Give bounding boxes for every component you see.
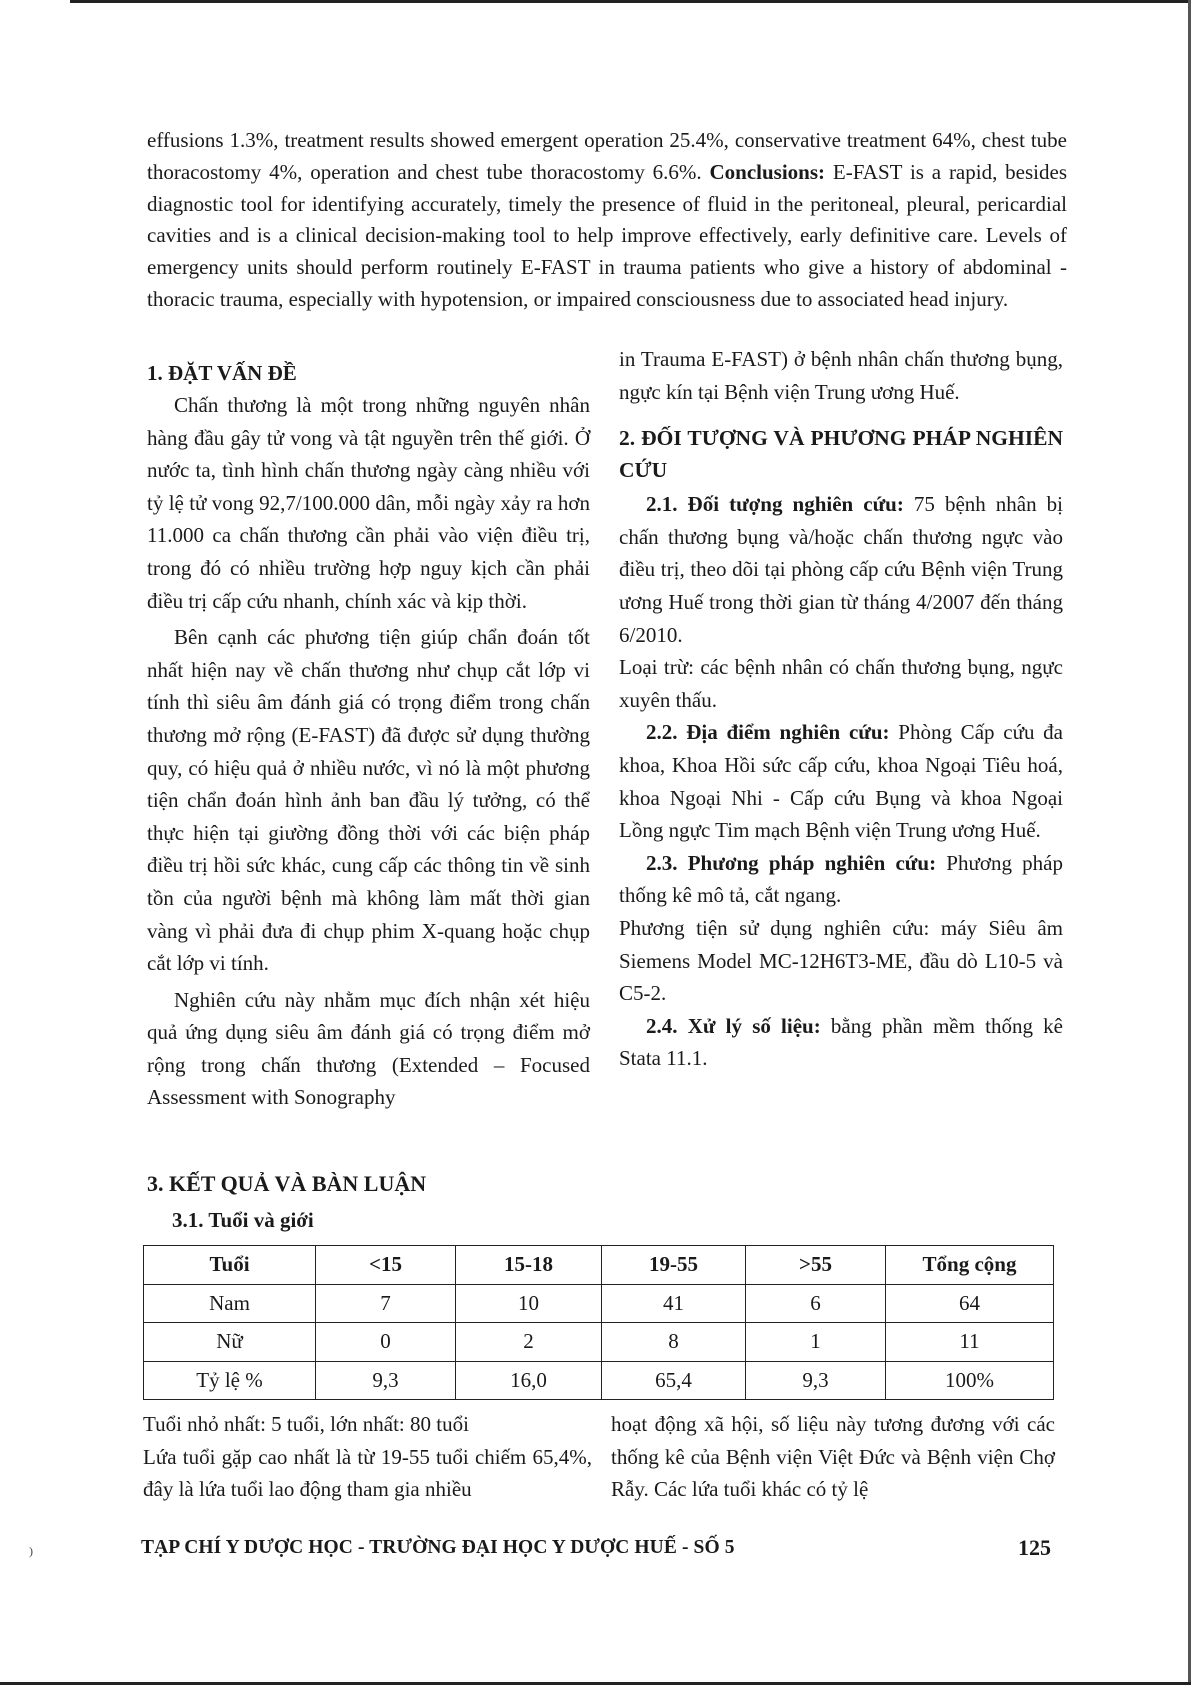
table-row [144,1323,1054,1362]
left-column [147,357,590,1114]
conclusions-label: Conclusions: [709,159,826,184]
section-2-3-text: Phương pháp thống kê mô tả, cắt ngang. [619,850,1063,908]
section-1-paragraph-2: Bên cạnh các phương tiện giúp chẩn đoán tốt nhất hiện nay về chấn thương như chụp cắt lớp vi tính thì siêu âm đánh giá có trọng điểm trong chấn thương mở rộng (E-FAST) đã được sử dụng thường quy, có hiệu quả ở nhiều nước, vì nó là một phương tiện chẩn đoán hình ảnh ban đầu lý tưởng, có thể thực hiện tại giường đồng thời với các biện pháp điều trị hồi sức khác, cung cấp các thông tin về sinh tồn của người bệnh mà không làm mất thời gian vàng vì phải đưa đi chụp phim X-quang hoặc chụp cắt lớp vi tính. [147,625,590,976]
table-cell: 9,3 [746,1361,886,1400]
exclusion-criteria: Loại trừ: các bệnh nhân có chấn thương bụng, ngực xuyên thấu. [619,655,1063,712]
abstract-paragraph [147,125,1067,316]
section-1-paragraph-1: Chấn thương là một trong những nguyên nhân hàng đầu gây tử vong và tật nguyền trên thế giới. Ở nước ta, tình hình chấn thương ngày càng nhiều với tỷ lệ tử vong 92,7/100.000 dân, mỗi ngày xảy ra hơn 11.000 ca chấn thương cần phải vào viện điều trị, trong đó có nhiều trường hợp nguy kịch cần phải điều trị cấp cứu nhanh, chính xác và kịp thời. [147,393,590,613]
section-1-paragraph-3-continued: in Trauma E-FAST) ở bệnh nhân chấn thương bụng, ngực kín tại Bệnh viện Trung ương Huế. [619,347,1063,404]
section-1-heading: 1. ĐẶT VẤN ĐỀ [147,361,297,385]
table-cell: 64 [886,1284,1054,1323]
table-cell: 100% [886,1361,1054,1400]
section-3-heading: 3. KẾT QUẢ VÀ BÀN LUẬN [147,1171,427,1196]
section-1-paragraph-3: Nghiên cứu này nhằm mục đích nhận xét hiệu quả ứng dụng siêu âm đánh giá có trọng điểm mở rộng trong chấn thương (Extended – Focused Assessment with Sonography [147,987,590,1110]
table-cell: 41 [602,1284,746,1323]
equipment-text: Phương tiện sử dụng nghiên cứu: máy Siêu âm Siemens Model MC-12H6T3-ME, đầu dò L10-5 và C5-2. [619,915,1063,1006]
results-right-text: hoạt động xã hội, số liệu này tương đương với các thống kê của Bệnh viện Việt Đức và Bệnh viện Chợ Rẫy. Các lứa tuổi khác có tỷ lệ [611,1412,1055,1501]
table-row [144,1361,1054,1400]
table-cell: 16,0 [456,1361,602,1400]
section-2-4 [619,1010,1063,1075]
table-cell: 1 [746,1323,886,1362]
section-2-2-text: Phòng Cấp cứu đa khoa, Khoa Hồi sức cấp cứu, khoa Ngoại Tiêu hoá, khoa Ngoại Nhi - Cấp cứu Bụng và khoa Ngoại Lồng ngực Tim mạch Bệnh viện Trung ương Huế. [619,720,1063,843]
table-cell: Nữ [144,1323,316,1362]
table-cell: Tỷ lệ % [144,1361,316,1400]
table-cell: 6 [746,1284,886,1323]
table-header-row [144,1246,1054,1285]
table-cell: 8 [602,1323,746,1362]
table-cell: 0 [316,1323,456,1362]
section-2-1-text: 75 bệnh nhân bị chấn thương bụng và/hoặc chấn thương ngực vào điều trị, theo dõi tại phòng cấp cứu Bệnh viện Trung ương Huế trong thời gian từ tháng 4/2007 đến tháng 6/2010. [619,492,1063,647]
page-number: 125 [1018,1535,1051,1560]
table-row [144,1284,1054,1323]
age-gender-table [143,1245,1054,1400]
table-cell: 11 [886,1323,1054,1362]
table-cell: Nam [144,1284,316,1323]
section-3-1-heading: 3.1. Tuổi và giới [172,1208,314,1232]
table-cell: 9,3 [316,1361,456,1400]
section-2-2-label: 2.2. Địa điểm nghiên cứu: [646,720,890,745]
table-cell: 65,4 [602,1361,746,1400]
top-rule [70,0,1191,3]
table-cell: 10 [456,1284,602,1323]
age-range-note: Tuổi nhỏ nhất: 5 tuổi, lớn nhất: 80 tuổi [143,1412,469,1436]
abstract-text: effusions 1.3%, treatment results showed emergent operation 25.4%, conservative treatment 64%, chest tube thoracostomy 4%, operation and chest tube thoracostomy 6.6%. [147,128,1067,184]
journal-footer: TẠP CHÍ Y DƯỢC HỌC - TRƯỜNG ĐẠI HỌC Y DƯỢC HUẾ - SỐ 5 [141,1537,735,1558]
section-2-1-label: 2.1. Đối tượng nghiên cứu: [646,492,904,517]
age-group-note: Lứa tuổi gặp cao nhất là từ 19-55 tuổi chiếm 65,4%, đây là lứa tuổi lao động tham gia nhiều [143,1444,592,1501]
table-header-cell: 19-55 [602,1246,746,1285]
section-2-4-label: 2.4. Xử lý số liệu: [646,1013,821,1038]
table-header-cell: 15-18 [456,1246,602,1285]
margin-mark: ) [29,1544,33,1558]
table-header-cell: >55 [746,1246,886,1285]
section-2-2 [619,716,1063,846]
section-2-heading: 2. ĐỐI TƯỢNG VÀ PHƯƠNG PHÁP NGHIÊN CỨU [619,426,1063,483]
conclusions-text: E-FAST is a rapid, besides diagnostic tool for identifying accurately, timely the presence of fluid in the peritoneal, pleural, pericardial cavities and is a clinical decision-making tool to help improve effectively, early definitive care. Levels of emergency units should perform routinely E-FAST in trauma patients who give a history of abdominal - thoracic trauma, especially with hypotension, or impaired consciousness due to associated head injury. [147,159,1068,311]
table-header-cell: Tổng cộng [886,1246,1054,1285]
right-column [619,347,1064,1075]
table-cell: 2 [456,1323,602,1362]
section-2-4-text: bằng phần mềm thống kê Stata 11.1. [619,1013,1064,1071]
table-header-cell: <15 [316,1246,456,1285]
section-2-3-label: 2.3. Phương pháp nghiên cứu: [646,850,937,875]
table-header-cell: Tuổi [144,1246,316,1285]
section-2-1 [619,488,1063,651]
results-left-text [143,1408,592,1506]
table-cell: 7 [316,1284,456,1323]
section-2-3 [619,847,1063,912]
